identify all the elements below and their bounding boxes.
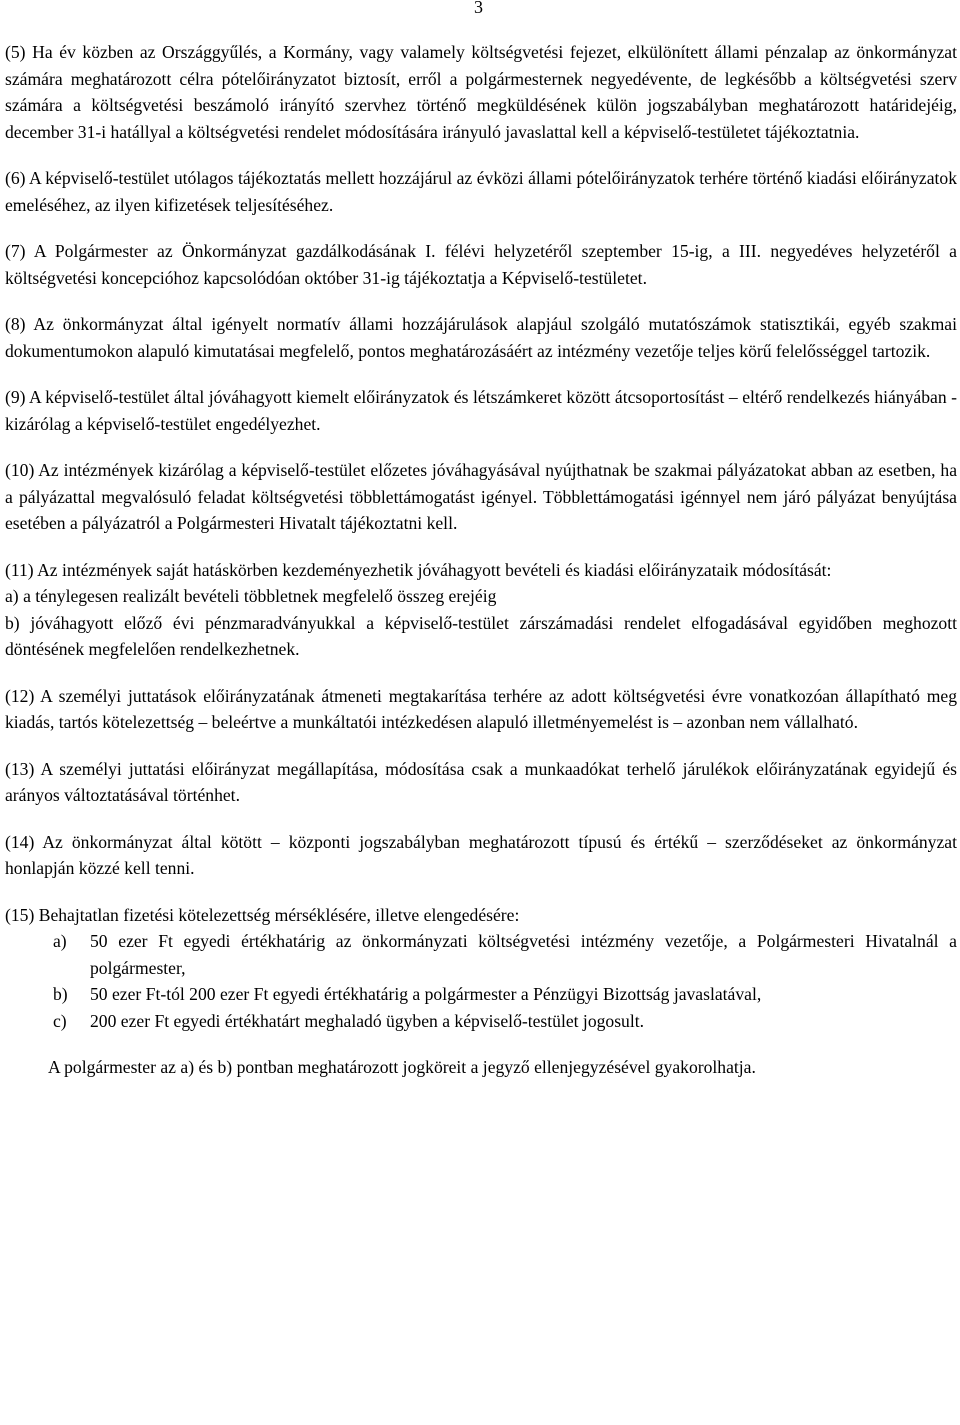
list-item-marker: b) xyxy=(53,984,68,1004)
paragraph-11 xyxy=(5,557,957,663)
list-item-marker: a) xyxy=(53,931,67,951)
paragraph-14: (14) Az önkormányzat által kötött – központi jogszabályban meghatározott típusú és értékű – szerződéseket az önkormányzat honlapján közzé kell tenni. xyxy=(5,831,957,878)
list-item xyxy=(5,981,957,1008)
list-item-text: 200 ezer Ft egyedi értékhatárt meghaladó ügyben a képviselő-testület jogosult. xyxy=(90,1010,645,1031)
list-item-text: 50 ezer Ft egyedi értékhatárig az önkormányzati költségvetési intézmény vezetője, a Polgármesteri Hivatalnál a polgármester, xyxy=(90,931,957,978)
paragraph-11-item-a: a) a ténylegesen realizált bevételi többletnek megfelelő összeg erejéig xyxy=(5,586,497,606)
paragraph-15: (15) Behajtatlan fizetési kötelezettség mérséklésére, illetve elengedésére: xyxy=(5,904,520,925)
paragraph-12: (12) A személyi juttatások előirányzatának átmeneti megtakarítása terhére az adott költségvetési évre vonatkozóan állapítható meg kiadás, tartós kötelezettség – beleértve a munkáltatói intézkedésen alapuló illetményemelést is – azonban nem vállalható. xyxy=(5,685,957,732)
paragraph-10: (10) Az intézmények kizárólag a képviselő-testület előzetes jóváhagyásával nyújthatnak be szakmai pályázatokat abban az esetben, ha a pályázattal megvalósuló feladat költségvetési többlettámogatást igényel. Többlettámogatási igénnyel nem járó pályázat benyújtása esetében a pályázatról a Polgármesteri Hivatalt tájékoztatni kell. xyxy=(5,460,957,533)
list-item-marker: c) xyxy=(53,1010,67,1031)
page-number: 3 xyxy=(474,0,483,17)
paragraph-13: (13) A személyi juttatási előirányzat megállapítása, módosítása csak a munkaadókat terhelő járulékok előirányzatának egyidejű és arányos változtatásával történhet. xyxy=(5,758,957,805)
paragraph-9: (9) A képviselő-testület által jóváhagyott kiemelt előirányzatok és létszámkeret között átcsoportosítást – eltérő rendelkezés hiányában - kizárólag a képviselő-testület engedélyezhet. xyxy=(5,387,957,434)
paragraph-8: (8) Az önkormányzat által igényelt normatív állami hozzájárulások alapjául szolgáló mutatószámok statisztikái, egyéb szakmai dokumentumokon alapuló kimutatásai megfelelő, pontos meghatározásáért az intézmény vezetője teljes körű felelősséggel tartozik. xyxy=(5,314,957,361)
paragraph-7: (7) A Polgármester az Önkormányzat gazdálkodásának I. félévi helyzetéről szeptember 15-ig, a III. negyedéves helyzetéről a költségvetési koncepcióhoz kapcsolódóan október 31-ig tájékoztatja a Képviselő-testületet. xyxy=(5,241,957,288)
list-item xyxy=(5,1008,957,1035)
paragraph-11-intro: (11) Az intézmények saját hatáskörben kezdeményezhetik jóváhagyott bevételi és kiadási előirányzataik módosítását: xyxy=(5,559,832,580)
closing-paragraph: A polgármester az a) és b) pontban meghatározott jogköreit a jegyző ellenjegyzésével gyakorolhatja. xyxy=(48,1057,756,1077)
paragraph-15-list xyxy=(5,928,957,1034)
document-body xyxy=(5,39,957,1081)
list-item-text: 50 ezer Ft-tól 200 ezer Ft egyedi értékhatárig a polgármester a Pénzügyi Bizottság javaslatával, xyxy=(90,984,762,1004)
list-item xyxy=(5,928,957,981)
paragraph-5: (5) Ha év közben az Országgyűlés, a Kormány, vagy valamely költségvetési fejezet, elkülönített állami pénzalap az önkormányzat számára meghatározott célra pótelőirányzatot biztosít, erről a polgármesternek negyedévente, de legkésőbb a költségvetési szerv számára a költségvetési beszámoló irányító szervhez történő megküldésének külön jogszabályban meghatározott határidejéig, december 31-i hatállyal a költségvetési rendelet módosítására irányuló javaslattal kell a képviselő-testületet tájékoztatnia. xyxy=(5,42,957,142)
paragraph-6: (6) A képviselő-testület utólagos tájékoztatás mellett hozzájárul az évközi állami pótelőirányzatok terhére történő kiadási előirányzatok emeléséhez, az ilyen kifizetések teljesítéséhez. xyxy=(5,168,957,215)
paragraph-11-item-b: b) jóváhagyott előző évi pénzmaradványukkal a képviselő-testület zárszámadási rendelet elfogadásával egyidőben meghozott döntésének megfelelően rendelkezhetnek. xyxy=(5,612,957,659)
